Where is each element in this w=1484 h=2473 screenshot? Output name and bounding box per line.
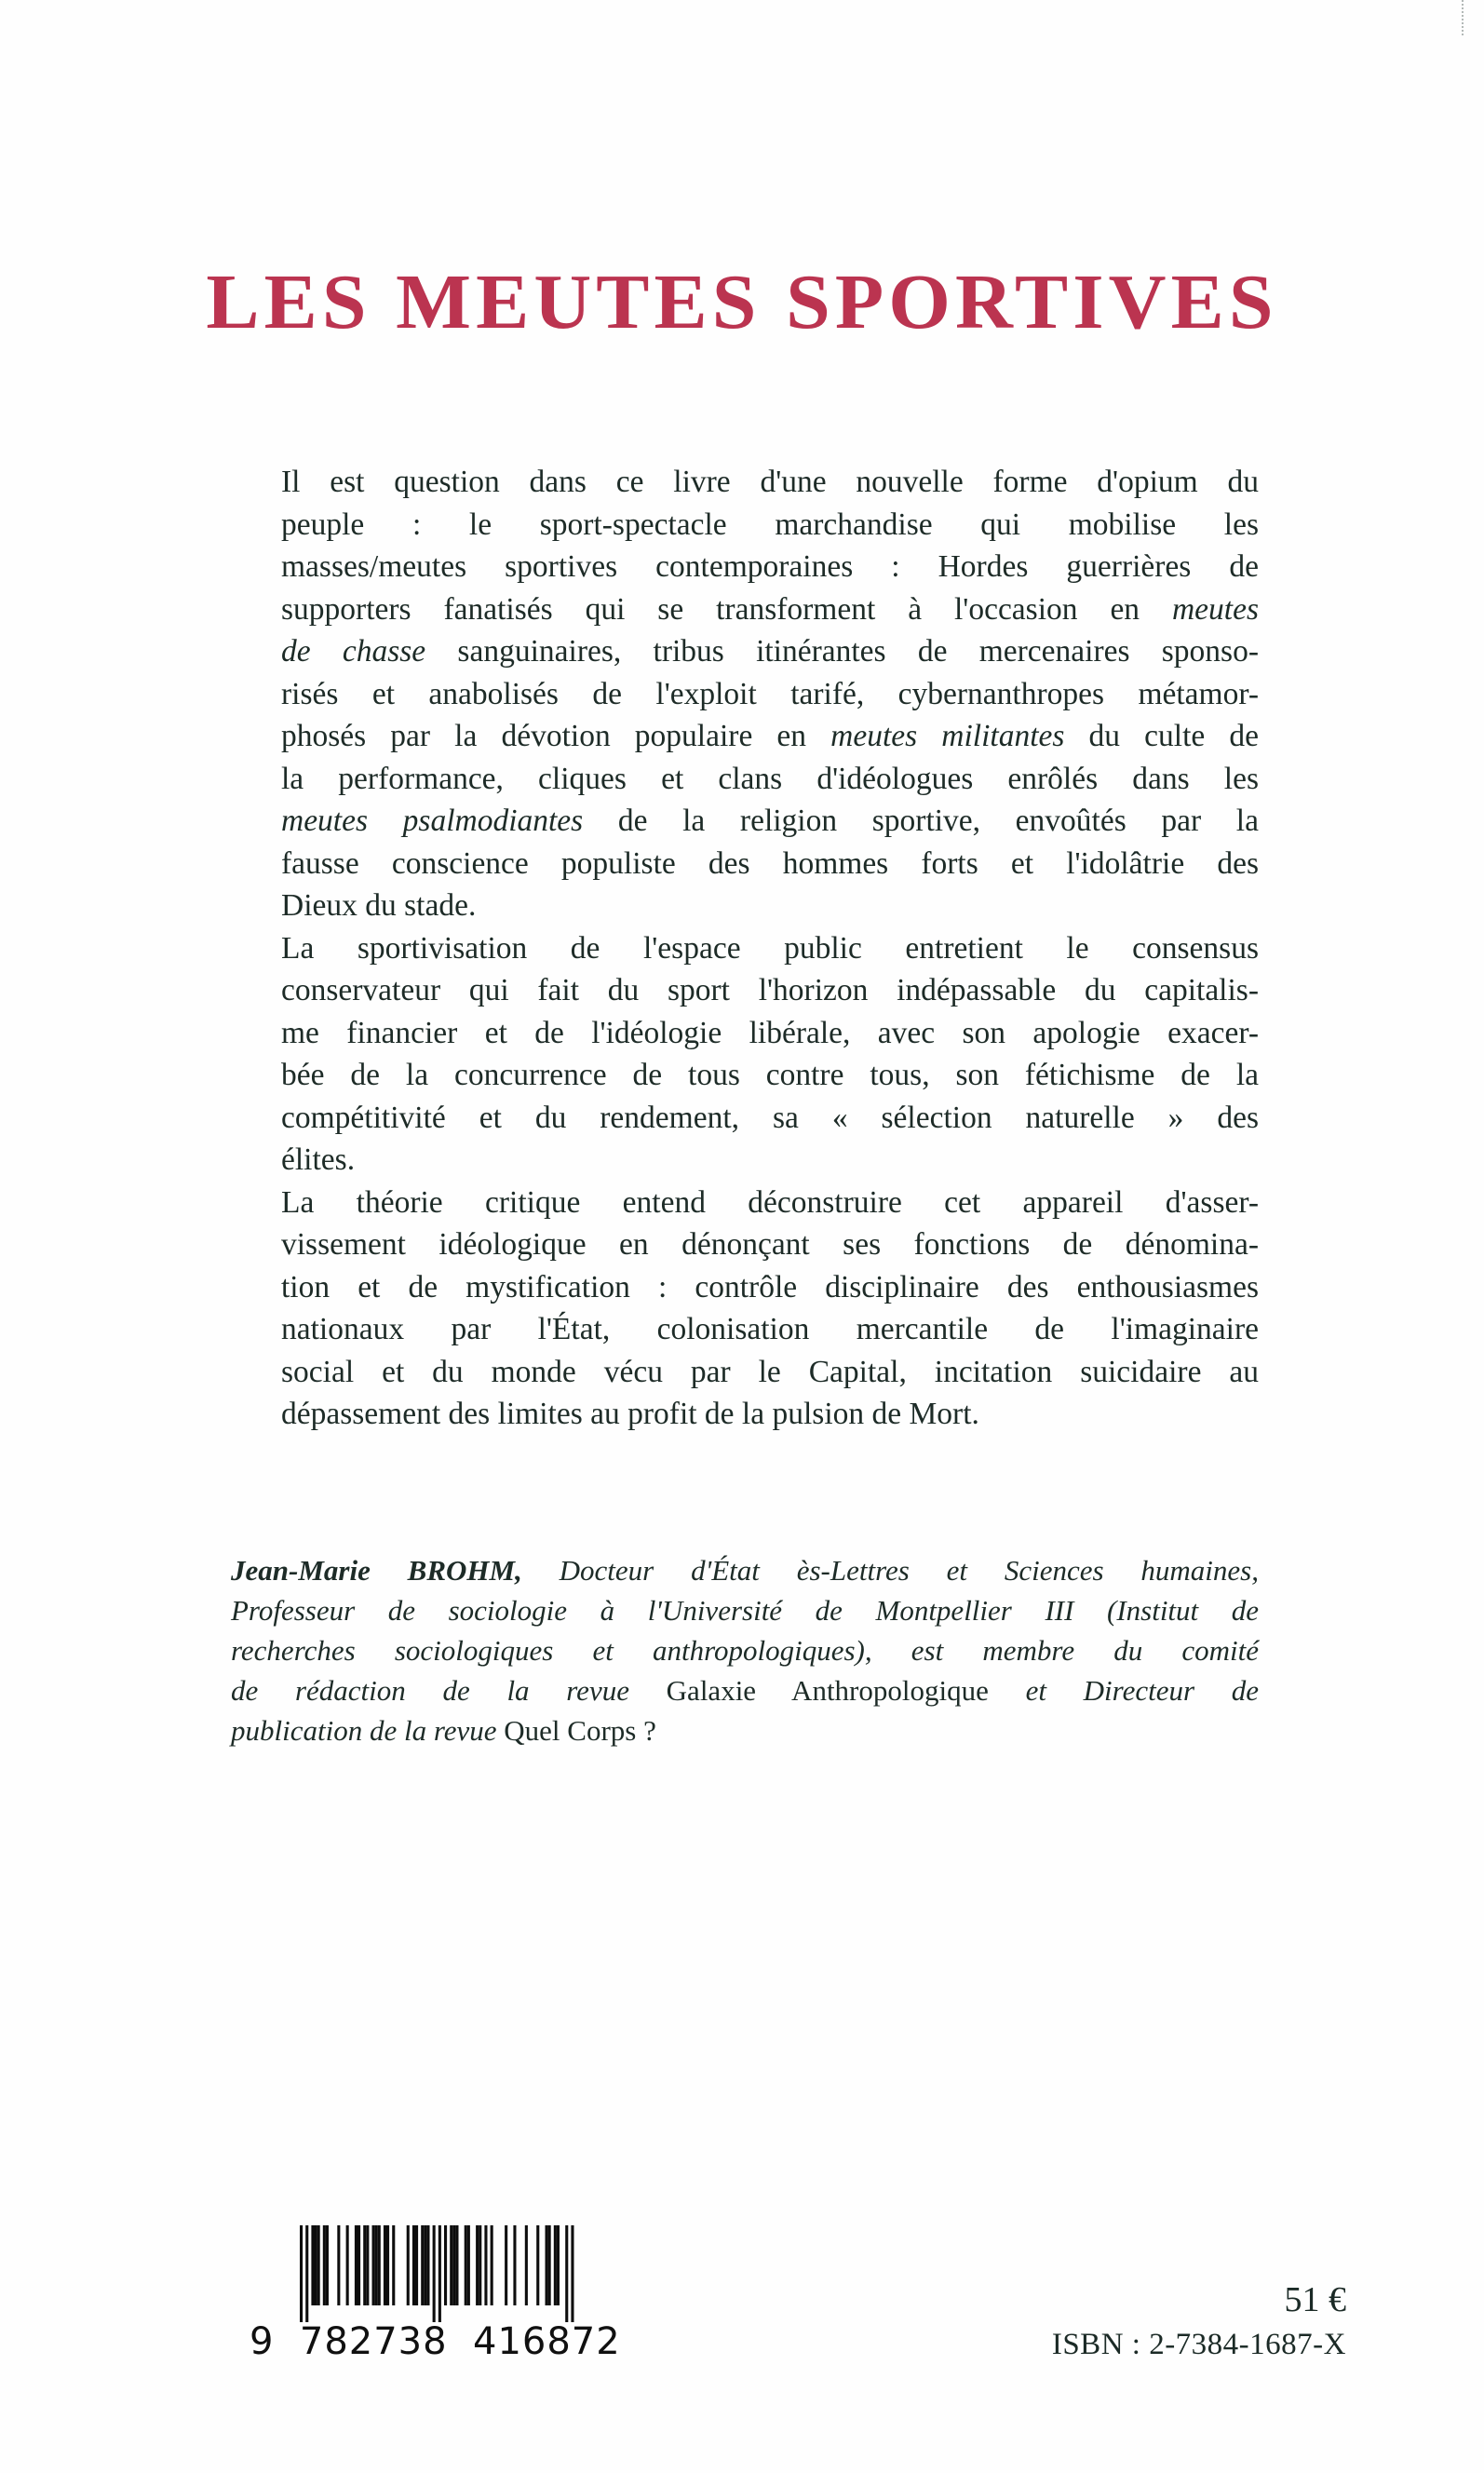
barcode-bars xyxy=(279,2223,670,2333)
blurb-line: social et du monde vécu par le Capital, incitation suicidaire au xyxy=(281,1354,1259,1389)
blurb-line: supporters fanatisés qui se transforment à l'occasion en meutes xyxy=(281,591,1259,627)
blurb-line: La théorie critique entend déconstruire cet appareil d'asser- xyxy=(281,1184,1259,1220)
blurb-line: nationaux par l'État, colonisation mercantile de l'imaginaire xyxy=(281,1312,1259,1346)
author-name: Jean-Marie BROHM, xyxy=(231,1554,522,1587)
blurb-line: me financier et de l'idéologie libérale, avec son apologie exacer- xyxy=(281,1015,1259,1050)
blurb-line: meutes psalmodiantes de la religion sportive, envoûtés par la xyxy=(281,804,1259,838)
blurb-line: Dieux du stade. xyxy=(281,888,477,923)
blurb-paragraph-2 xyxy=(231,927,1259,1182)
barcode-digits: 9 782738 416872 xyxy=(250,2320,621,2363)
blurb-line: La sportivisation de l'espace public entretient le consensus xyxy=(281,930,1259,966)
blurb-line: Il est question dans ce livre d'une nouvelle forme d'opium du xyxy=(281,465,1259,499)
isbn-label: ISBN : 2-7384-1687-X xyxy=(1051,2328,1346,2361)
author-bio xyxy=(231,1550,1259,1750)
ean13-barcode xyxy=(279,2223,670,2333)
blurb-line: tion et de mystification : contrôle disciplinaire des enthousiasmes xyxy=(281,1269,1259,1304)
bio-line: Professeur de sociologie à l'Université de Montpellier III (Institut de xyxy=(231,1594,1259,1627)
blurb-line: conservateur qui fait du sport l'horizon indépassable du capitalis- xyxy=(281,973,1259,1007)
blurb-line: la performance, cliques et clans d'idéologues enrôlés dans les xyxy=(281,761,1259,796)
blurb-paragraph-1 xyxy=(231,461,1259,927)
blurb-line: bée de la concurrence de tous contre tous, son fétichisme de la xyxy=(281,1058,1259,1092)
blurb-line: phosés par la dévotion populaire en meutes militantes du culte de xyxy=(281,719,1259,753)
blurb-line: compétitivité et du rendement, sa « sélection naturelle » des xyxy=(281,1100,1259,1135)
blurb-paragraph-3 xyxy=(231,1182,1259,1436)
blurb-text xyxy=(231,461,1259,1436)
blurb-line: dépassement des limites au profit de la pulsion de Mort. xyxy=(281,1397,979,1431)
blurb-line: vissement idéologique en dénonçant ses fonctions de dénomina- xyxy=(281,1227,1259,1262)
crop-mark xyxy=(1462,0,1464,35)
bio-line: de rédaction de la revue Galaxie Anthropologique et Directeur de xyxy=(231,1674,1259,1707)
blurb-line: risés et anabolisés de l'exploit tarifé, cybernanthropes métamor- xyxy=(281,676,1259,711)
book-title: LES MEUTES SPORTIVES xyxy=(206,259,1278,345)
bio-line: publication de la revue Quel Corps ? xyxy=(231,1714,656,1747)
bio-line: Jean-Marie BROHM, Docteur d'État ès-Lettres et Sciences humaines, xyxy=(231,1554,1259,1587)
blurb-line: masses/meutes sportives contemporaines : Hordes guerrières de xyxy=(281,549,1259,584)
blurb-line: peuple : le sport-spectacle marchandise qui mobilise les xyxy=(281,507,1259,542)
blurb-line: de chasse sanguinaires, tribus itinérantes de mercenaires sponso- xyxy=(281,634,1259,669)
blurb-line: élites. xyxy=(281,1142,356,1177)
bio-line: recherches sociologiques et anthropologiques), est membre du comité xyxy=(231,1634,1259,1667)
price-label: 51 € xyxy=(1284,2280,1346,2319)
blurb-line: fausse conscience populiste des hommes forts et l'idolâtrie des xyxy=(281,845,1259,881)
